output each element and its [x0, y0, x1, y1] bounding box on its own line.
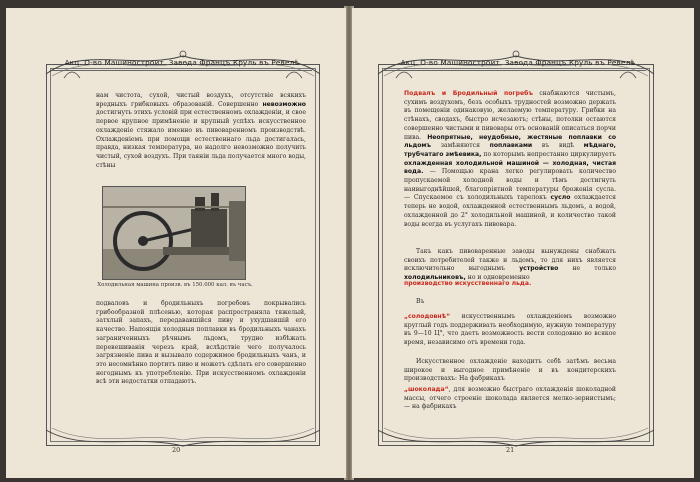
body-text-run: по которымъ непрестанно циркулируетъ [481, 150, 616, 158]
machine-illustration [103, 187, 245, 279]
ice-production-heading: производство искусственнаго льда. [404, 280, 532, 287]
header-rule [52, 70, 312, 71]
body-text-run: — Помощью крана легко регулировать количество пропускаемой холодной воды и тѣмъ достигнуть наивыгоднѣйшей, благопріятной температуры броженія сусла. — Спускаемое съ холодильныхъ тарелокъ [404, 168, 616, 202]
right-paragraph-1 [404, 90, 616, 229]
bold-highlight-text: мѣднаго, трубчатаго змѣевика, [404, 142, 616, 158]
body-text-run: Такъ какъ пивоваренные заводы вынуждены снабжать своихъ потребителей также и льдомъ, то для нихъ является исключительно выгоднымъ [404, 248, 616, 273]
body-text-run: не только [558, 265, 616, 273]
right-v-label: Въ [416, 298, 425, 305]
page-header: Акц. О-во Машиностроит. Завода Францъ Круль въ Ревелѣ [64, 58, 300, 67]
red-highlight-text: „шоколада“ [404, 386, 449, 393]
right-paragraph-5 [404, 386, 616, 412]
footer-ornament [44, 426, 322, 456]
bold-highlight-text: Неопрятные, неудобные, жестяные поплавки со льдомъ [404, 133, 617, 150]
page-header: Акц. О-во Машиностроит. Завода Францъ Круль въ Ревелѣ [400, 58, 636, 67]
left-paragraph-2: подваловъ и бродильныхъ погребовъ покрывались грибообразной плѣсенью, которая распространяла тяжелый, затхлый запахъ, передававшійся пиву и ухудшавшій его качество. Напоящія холодныя поплавки въ бродильныхъ чанахъ заграниченныхъ рѣчнымъ льдомъ, трудно избѣжать перевешиванія черезъ край, вслѣдствіе чего получалось загрязненіе пива и вызывало содержимое бродильныхъ чанъ, и это несомнѣнно портитъ пиво и можетъ сдѣлать его совершенно негоднымъ къ употребленію. При искусственномъ охлажденіи всѣ эти недостатки отпадаютъ. [96, 300, 307, 386]
body-text-run: охлаждается теперь не водой, охлажденной естественнымъ льдомъ, а водой, охлажденной до 2° холодильной машиной, и количество такой воды всегда въ услугахъ пивовара. [404, 194, 616, 228]
right-page [352, 8, 694, 478]
body-text-run: но и одновременно [465, 274, 530, 282]
page-number-right: 21 [506, 446, 515, 454]
bold-highlight-text: поплавками [489, 142, 533, 150]
right-paragraph-2 [404, 248, 616, 283]
right-section-title [404, 280, 616, 289]
body-text-run: снабжаются чистымъ, сухимъ воздухомъ, безъ особыхъ трудностей возможно держать въ помещеніи одинаковую, желаемую температуру. Грибки на стѣнахъ, сводахъ, быстро исчезаютъ; стѣны, потолки остаются совершенно чистыми и пивовары отъ основаній описаться порчи пива. [404, 90, 616, 141]
body-text-run: искусственнымъ охлажденіемъ возможно круглый годъ поддерживать необходимую, нужную температуру въ 9—10 Ц°, что даетъ возможность вести солодовню во всякое время, независимо отъ времени года. [404, 313, 616, 347]
bold-highlight-text: охлажденная холодильной машиной — холодная, чистая вода. [404, 159, 616, 176]
header-rule [384, 70, 646, 71]
body-text-run: нам чистота, сухой, чистый воздухъ, отсутствіе всякихъ вредныхъ грибковыхъ образованій. Совершенно [96, 92, 306, 108]
right-paragraph-3 [404, 313, 616, 348]
bold-highlight-text: невозможно [262, 100, 306, 108]
body-text-run: , для возможно быстраго охлажденія шоколадной массы, отчего строеніе шоколада является мелко-зернистымъ; — на фабрикахъ [404, 386, 616, 411]
left-page [6, 8, 346, 478]
red-highlight-text: „солодовнѣ“ [404, 313, 451, 320]
photo-caption: Холодильная машина произв. въ 150.000 кал. въ часъ. [97, 282, 253, 288]
body-text-run: замѣняются [431, 142, 490, 150]
red-highlight-text: Подвалъ и Бродильный погребъ [404, 90, 533, 97]
refrigeration-machine-photo [102, 186, 246, 280]
page-number-left: 20 [172, 446, 181, 454]
right-paragraph-4: Искусственное охлажденіе находитъ себѣ затѣмъ весьма широкое и выгодное примѣненіе и въ кондитерскихъ производствахъ: На фабрикахъ [404, 358, 616, 383]
footer-ornament [376, 426, 656, 456]
bold-highlight-text: холодильниковъ, [404, 274, 466, 282]
bold-highlight-text: устройство [519, 265, 559, 273]
body-text-run: достигнуть этихъ условій при естественномъ охлажденіи, и свое первое крупное примѣненіе и крупный успѣхъ искусственное охлажденіе стяжало именно въ пивоваренномъ производствѣ. Охлажденіемъ при помощи естественнаго льда достигалась, правда, низкая температура, но надолго невозможно получить чистый, сухой воздухъ. При таяніи льда получается много воды, стѣны [96, 109, 306, 169]
left-paragraph-1 [96, 92, 306, 170]
body-text-run: въ видѣ [532, 142, 584, 150]
bold-highlight-text: сусло [550, 194, 571, 202]
